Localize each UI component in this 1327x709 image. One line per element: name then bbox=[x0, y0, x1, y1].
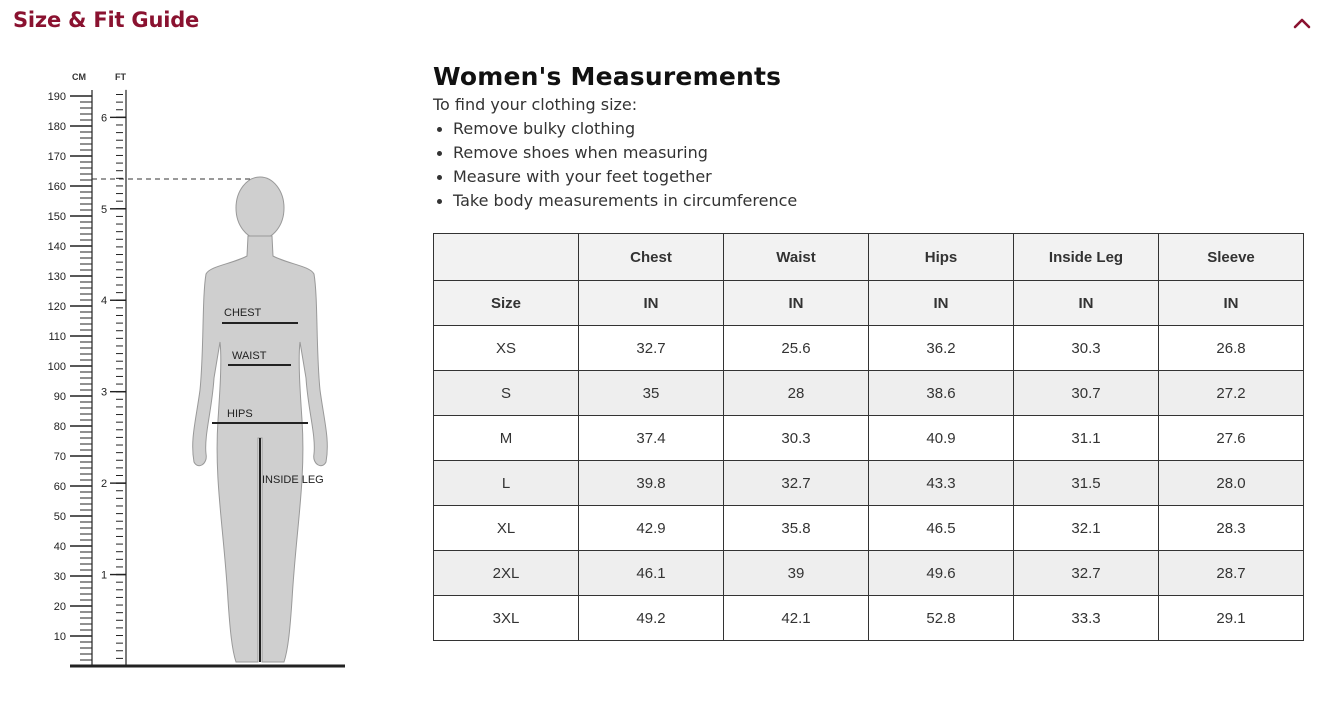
ft-tick-label: 6 bbox=[100, 112, 108, 125]
hips-cell: 52.8 bbox=[869, 596, 1014, 641]
header-cell-hips: Hips bbox=[869, 234, 1014, 281]
inside-leg-cell: 32.1 bbox=[1014, 506, 1159, 551]
chest-cell: 32.7 bbox=[579, 326, 724, 371]
cm-tick-label: 130 bbox=[47, 271, 66, 283]
hips-cell: 43.3 bbox=[869, 461, 1014, 506]
waist-cell: 32.7 bbox=[724, 461, 869, 506]
table-row bbox=[434, 506, 1304, 551]
height-ruler bbox=[48, 90, 126, 666]
units-cell-size: Size bbox=[434, 281, 579, 326]
size-cell: S bbox=[434, 371, 579, 416]
cm-tick-label: 140 bbox=[47, 241, 66, 253]
size-cell: 2XL bbox=[434, 551, 579, 596]
header-cell-chest: Chest bbox=[579, 234, 724, 281]
inside-leg-cell: 30.3 bbox=[1014, 326, 1159, 371]
cm-tick-label: 70 bbox=[53, 451, 66, 463]
units-cell: IN bbox=[724, 281, 869, 326]
size-cell: XL bbox=[434, 506, 579, 551]
tip-item: Take body measurements in circumference bbox=[433, 189, 797, 213]
ft-tick-label: 1 bbox=[100, 569, 108, 582]
table-row bbox=[434, 461, 1304, 506]
sleeve-cell: 28.7 bbox=[1159, 551, 1304, 596]
hips-cell: 46.5 bbox=[869, 506, 1014, 551]
tip-item: Measure with your feet together bbox=[433, 165, 797, 189]
ft-tick-label: 4 bbox=[100, 295, 108, 308]
waist-cell: 35.8 bbox=[724, 506, 869, 551]
chest-cell: 35 bbox=[579, 371, 724, 416]
inside-leg-label: INSIDE LEG bbox=[262, 474, 324, 486]
table-header-row bbox=[434, 234, 1304, 281]
sleeve-cell: 27.6 bbox=[1159, 416, 1304, 461]
chevron-up-icon[interactable] bbox=[1290, 12, 1314, 36]
intro-text: To find your clothing size: bbox=[433, 95, 638, 114]
hips-cell: 36.2 bbox=[869, 326, 1014, 371]
cm-tick-label: 150 bbox=[47, 211, 66, 223]
waist-label: WAIST bbox=[232, 350, 267, 362]
size-chart-table bbox=[433, 233, 1304, 641]
units-cell: IN bbox=[1014, 281, 1159, 326]
header-cell-sleeve: Sleeve bbox=[1159, 234, 1304, 281]
cm-tick-label: 50 bbox=[53, 511, 66, 523]
chest-cell: 49.2 bbox=[579, 596, 724, 641]
hips-cell: 38.6 bbox=[869, 371, 1014, 416]
size-fit-guide-title[interactable]: Size & Fit Guide bbox=[13, 8, 200, 32]
sleeve-cell: 27.2 bbox=[1159, 371, 1304, 416]
cm-tick-label: 60 bbox=[53, 481, 66, 493]
size-cell: M bbox=[434, 416, 579, 461]
inside-leg-cell: 32.7 bbox=[1014, 551, 1159, 596]
table-units-row bbox=[434, 281, 1304, 326]
ft-tick-label: 2 bbox=[100, 478, 108, 491]
size-cell: 3XL bbox=[434, 596, 579, 641]
tip-item: Remove bulky clothing bbox=[433, 117, 797, 141]
units-cell: IN bbox=[579, 281, 724, 326]
header-cell-empty bbox=[434, 234, 579, 281]
waist-cell: 30.3 bbox=[724, 416, 869, 461]
inside-leg-cell: 33.3 bbox=[1014, 596, 1159, 641]
tip-item: Remove shoes when measuring bbox=[433, 141, 797, 165]
cm-scale-label: CM bbox=[72, 72, 86, 82]
hips-cell: 49.6 bbox=[869, 551, 1014, 596]
size-cell: XS bbox=[434, 326, 579, 371]
header-cell-inside-leg: Inside Leg bbox=[1014, 234, 1159, 281]
table-row bbox=[434, 416, 1304, 461]
sleeve-cell: 29.1 bbox=[1159, 596, 1304, 641]
cm-tick-label: 100 bbox=[47, 361, 66, 373]
cm-tick-label: 80 bbox=[53, 421, 66, 433]
chest-cell: 42.9 bbox=[579, 506, 724, 551]
waist-cell: 39 bbox=[724, 551, 869, 596]
inside-leg-cell: 30.7 bbox=[1014, 371, 1159, 416]
cm-tick-label: 180 bbox=[47, 121, 66, 133]
cm-tick-label: 120 bbox=[47, 301, 66, 313]
sleeve-cell: 26.8 bbox=[1159, 326, 1304, 371]
cm-tick-label: 110 bbox=[48, 331, 66, 343]
inside-leg-cell: 31.5 bbox=[1014, 461, 1159, 506]
inside-leg-cell: 31.1 bbox=[1014, 416, 1159, 461]
ft-tick-label: 5 bbox=[100, 203, 108, 216]
ft-tick-label: 3 bbox=[100, 386, 108, 399]
waist-cell: 28 bbox=[724, 371, 869, 416]
units-cell: IN bbox=[869, 281, 1014, 326]
chest-label: CHEST bbox=[224, 307, 262, 319]
cm-tick-label: 160 bbox=[47, 181, 66, 193]
cm-tick-label: 30 bbox=[53, 571, 66, 583]
hips-cell: 40.9 bbox=[869, 416, 1014, 461]
table-row bbox=[434, 326, 1304, 371]
header-cell-waist: Waist bbox=[724, 234, 869, 281]
cm-tick-label: 170 bbox=[47, 151, 66, 163]
units-cell: IN bbox=[1159, 281, 1304, 326]
waist-cell: 42.1 bbox=[724, 596, 869, 641]
table-row bbox=[434, 371, 1304, 416]
table-row bbox=[434, 596, 1304, 641]
chest-cell: 39.8 bbox=[579, 461, 724, 506]
chest-cell: 46.1 bbox=[579, 551, 724, 596]
waist-cell: 25.6 bbox=[724, 326, 869, 371]
sleeve-cell: 28.0 bbox=[1159, 461, 1304, 506]
size-cell: L bbox=[434, 461, 579, 506]
cm-tick-label: 40 bbox=[53, 541, 66, 553]
table-row bbox=[434, 551, 1304, 596]
height-measurement-diagram bbox=[30, 60, 360, 680]
measurement-tips bbox=[433, 117, 797, 213]
chest-cell: 37.4 bbox=[579, 416, 724, 461]
cm-tick-label: 90 bbox=[53, 391, 66, 403]
cm-tick-label: 10 bbox=[53, 631, 66, 643]
ft-scale-label: FT bbox=[115, 72, 126, 82]
cm-tick-label: 190 bbox=[47, 91, 66, 103]
section-title: Women's Measurements bbox=[433, 62, 782, 91]
cm-tick-label: 20 bbox=[53, 601, 66, 613]
sleeve-cell: 28.3 bbox=[1159, 506, 1304, 551]
hips-label: HIPS bbox=[227, 408, 253, 420]
